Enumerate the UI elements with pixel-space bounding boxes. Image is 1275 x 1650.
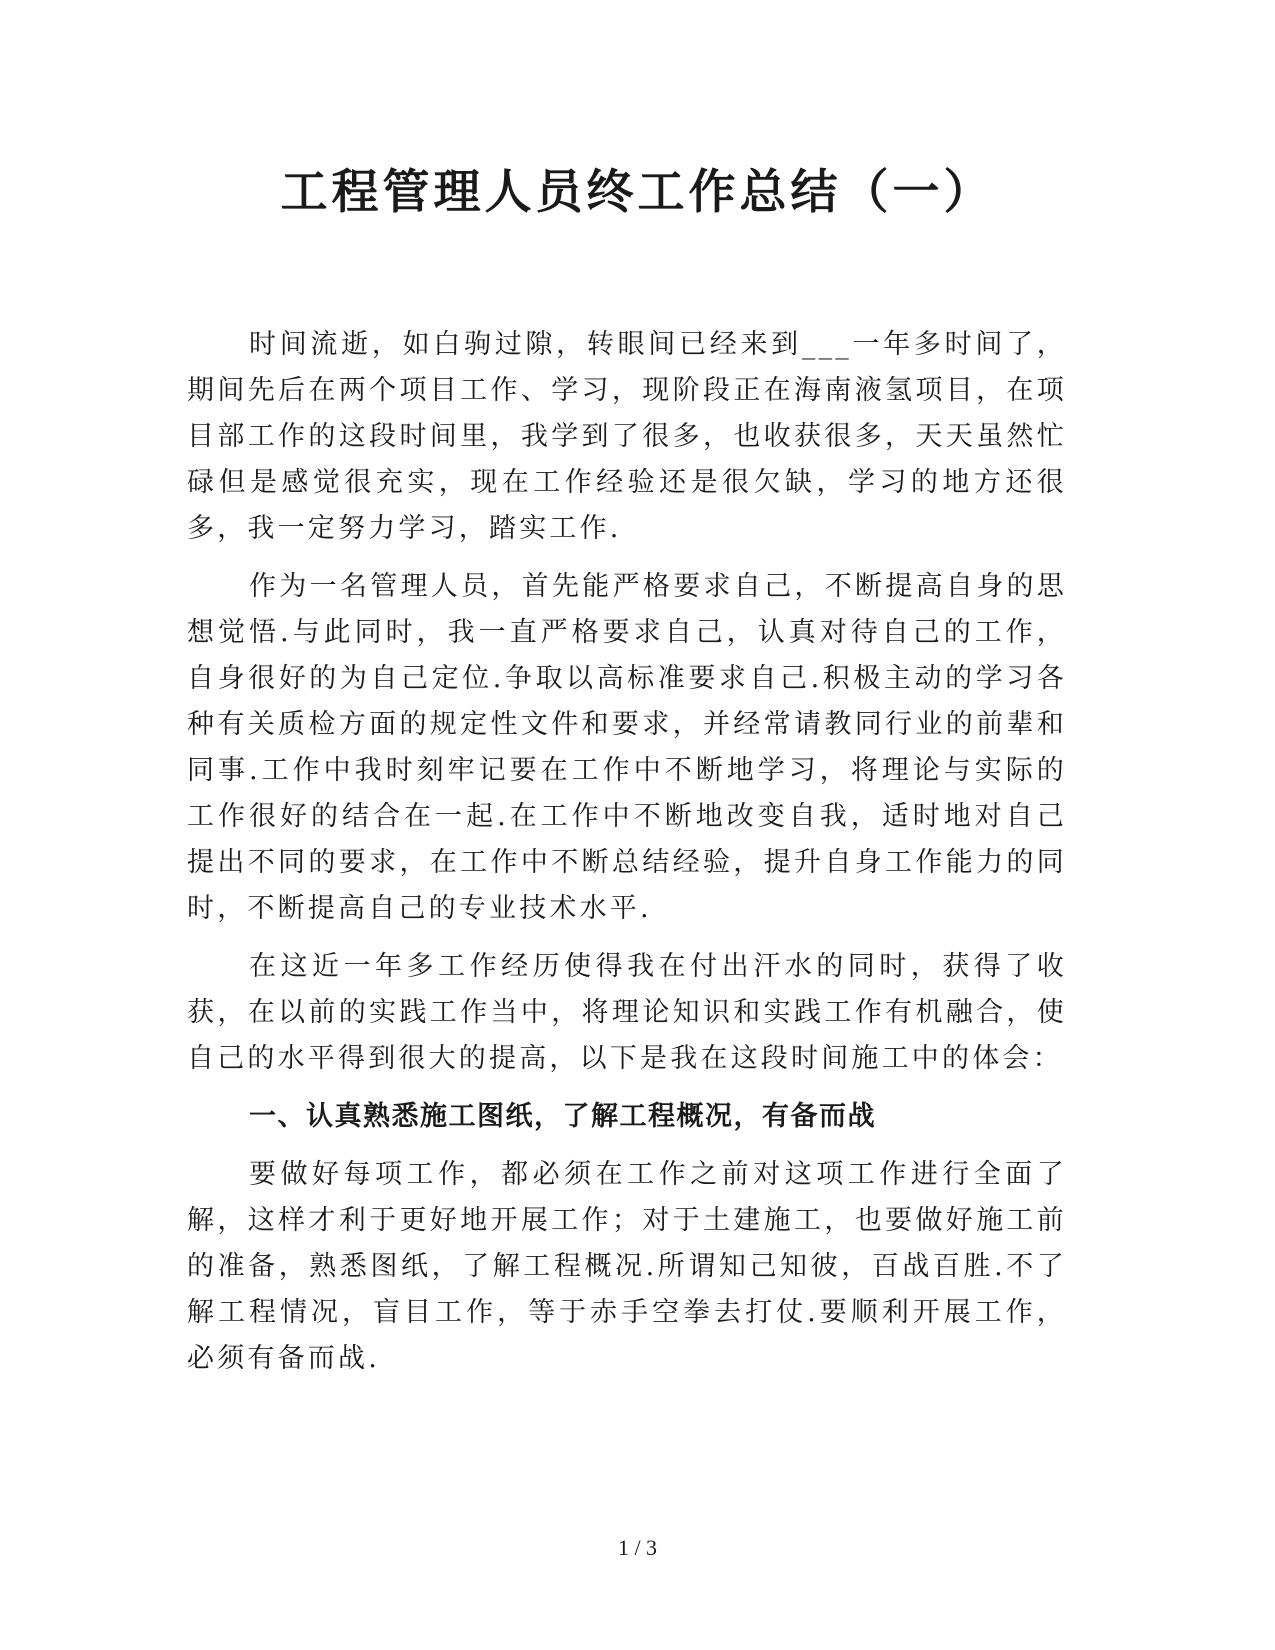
section-heading: 一、认真熟悉施工图纸，了解工程概况，有备而战 xyxy=(249,1101,876,1132)
paragraph-experience: 在这近一年多工作经历使得我在付出汗水的同时，获得了收获，在以前的实践工作当中，将理论知识和实践工作有机融合，使自己的水平得到很大的提高，以下是我在这段时间施工中的体会： xyxy=(187,951,1067,1074)
paragraph-section-one: 要做好每项工作，都必须在工作之前对这项工作进行全面了解，这样才利于更好地开展工作；对于土建施工，也要做好施工前的准备，熟悉图纸，了解工程概况.所谓知己知彼，百战百胜.不了解工程情况，盲目工作，等于赤手空拳去打仗.要顺利开展工作，必须有备而战. xyxy=(187,1159,1067,1374)
document-title: 工程管理人员终工作总结（一） xyxy=(280,165,995,220)
paragraph-management: 作为一名管理人员，首先能严格要求自己，不断提高自身的思想觉悟.与此同时，我一直严格要求自己，认真对待自己的工作，自身很好的为自己定位.争取以高标准要求自己.积极主动的学习各种有关质检方面的规定性文件和要求，并经常请教同行业的前辈和同事.工作中我时刻牢记要在工作中不断地学习，将理论与实际的工作很好的结合在一起.在工作中不断地改变自我，适时地对自己提出不同的要求，在工作中不断总结经验，提升自身工作能力的同时，不断提高自己的专业技术水平. xyxy=(187,571,1067,924)
paragraph-intro: 时间流逝，如白驹过隙，转眼间已经来到___一年多时间了，期间先后在两个项目工作、学习，现阶段正在海南液氢项目，在项目部工作的这段时间里，我学到了很多，也收获很多，天天虽然忙碌但是感觉很充实，现在工作经验还是很欠缺，学习的地方还很多，我一定努力学习，踏实工作. xyxy=(187,329,1067,544)
document-body xyxy=(187,322,1067,1394)
page-number: 1 / 3 xyxy=(617,1535,658,1560)
